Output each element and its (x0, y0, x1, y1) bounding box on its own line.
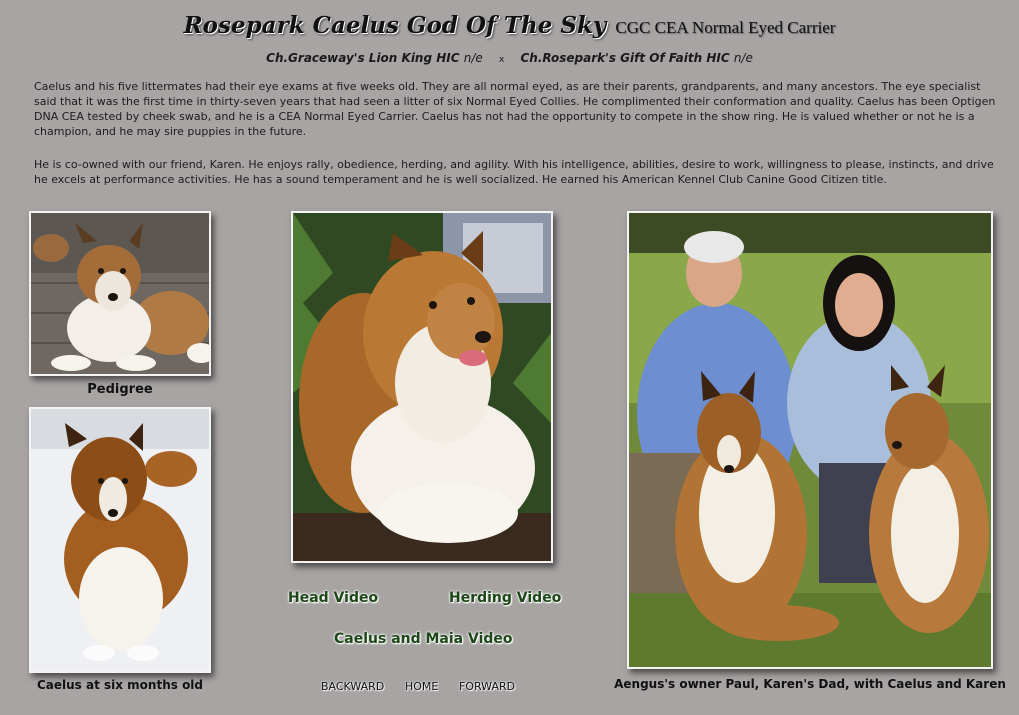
description-paragraph: Caelus and his five littermates had their eye exams at five weeks old. They are all normal eyed, as are their parents, grandparents, and many ancestors. The eye specialist said that it was the first time in thirty-seven years that had seen a litter of six Normal Eyed Collies. He complimented their conformation and quality. Caelus has been Optigen DNA CEA tested by cheek swab, and he is a CEA Normal Eyed Carrier. Caelus has not had the opportunity to compete in the show ring. He is valued whether or not he is a champion, and he may sire puppies in the future. (34, 80, 996, 138)
main-portrait-photo (291, 211, 553, 563)
puppy-photo[interactable] (29, 211, 211, 376)
caelus-maia-video-link[interactable]: Caelus and Maia Video (334, 631, 513, 647)
six-months-caption: Caelus at six months old (36, 678, 204, 692)
sire-status: n/e (463, 51, 483, 65)
ownership-paragraph: He is co-owned with our friend, Karen. He enjoys rally, obedience, herding, and agility. With his intelligence, abilities, desire to work, willingness to please, instincts, and drive he excels at performance activities. He has a sound temperament and he is well socialized. He earned his American Kennel Club Canine Good Citizen title. (34, 158, 994, 186)
dog-titles: CGC CEA Normal Eyed Carrier (615, 18, 836, 37)
nav-home-link[interactable]: HOME (405, 680, 439, 693)
family-illustration (629, 213, 991, 667)
parentage (0, 51, 1019, 65)
collie-portrait-illustration (293, 213, 551, 561)
herding-video-link[interactable]: Herding Video (449, 590, 562, 606)
cross-symbol: x (498, 55, 505, 65)
six-months-photo (29, 407, 211, 673)
sire-name: Ch.Graceway's Lion King HIC (266, 51, 460, 65)
dog-name: Rosepark Caelus God Of The Sky (183, 12, 607, 39)
dam-status: n/e (733, 51, 753, 65)
nav-forward-link[interactable]: FORWARD (459, 680, 516, 693)
family-caption: Aengus's owner Paul, Karen's Dad, with Caelus and Karen (614, 677, 1006, 691)
puppy-illustration (31, 213, 209, 374)
head-video-link[interactable]: Head Video (288, 590, 379, 606)
dam-name: Ch.Rosepark's Gift Of Faith HIC (520, 51, 730, 65)
page-title (0, 12, 1019, 39)
family-photo (627, 211, 993, 669)
snow-collie-illustration (31, 409, 209, 671)
nav-backward-link[interactable]: BACKWARD (321, 680, 385, 693)
pedigree-link[interactable]: Pedigree (87, 382, 153, 397)
